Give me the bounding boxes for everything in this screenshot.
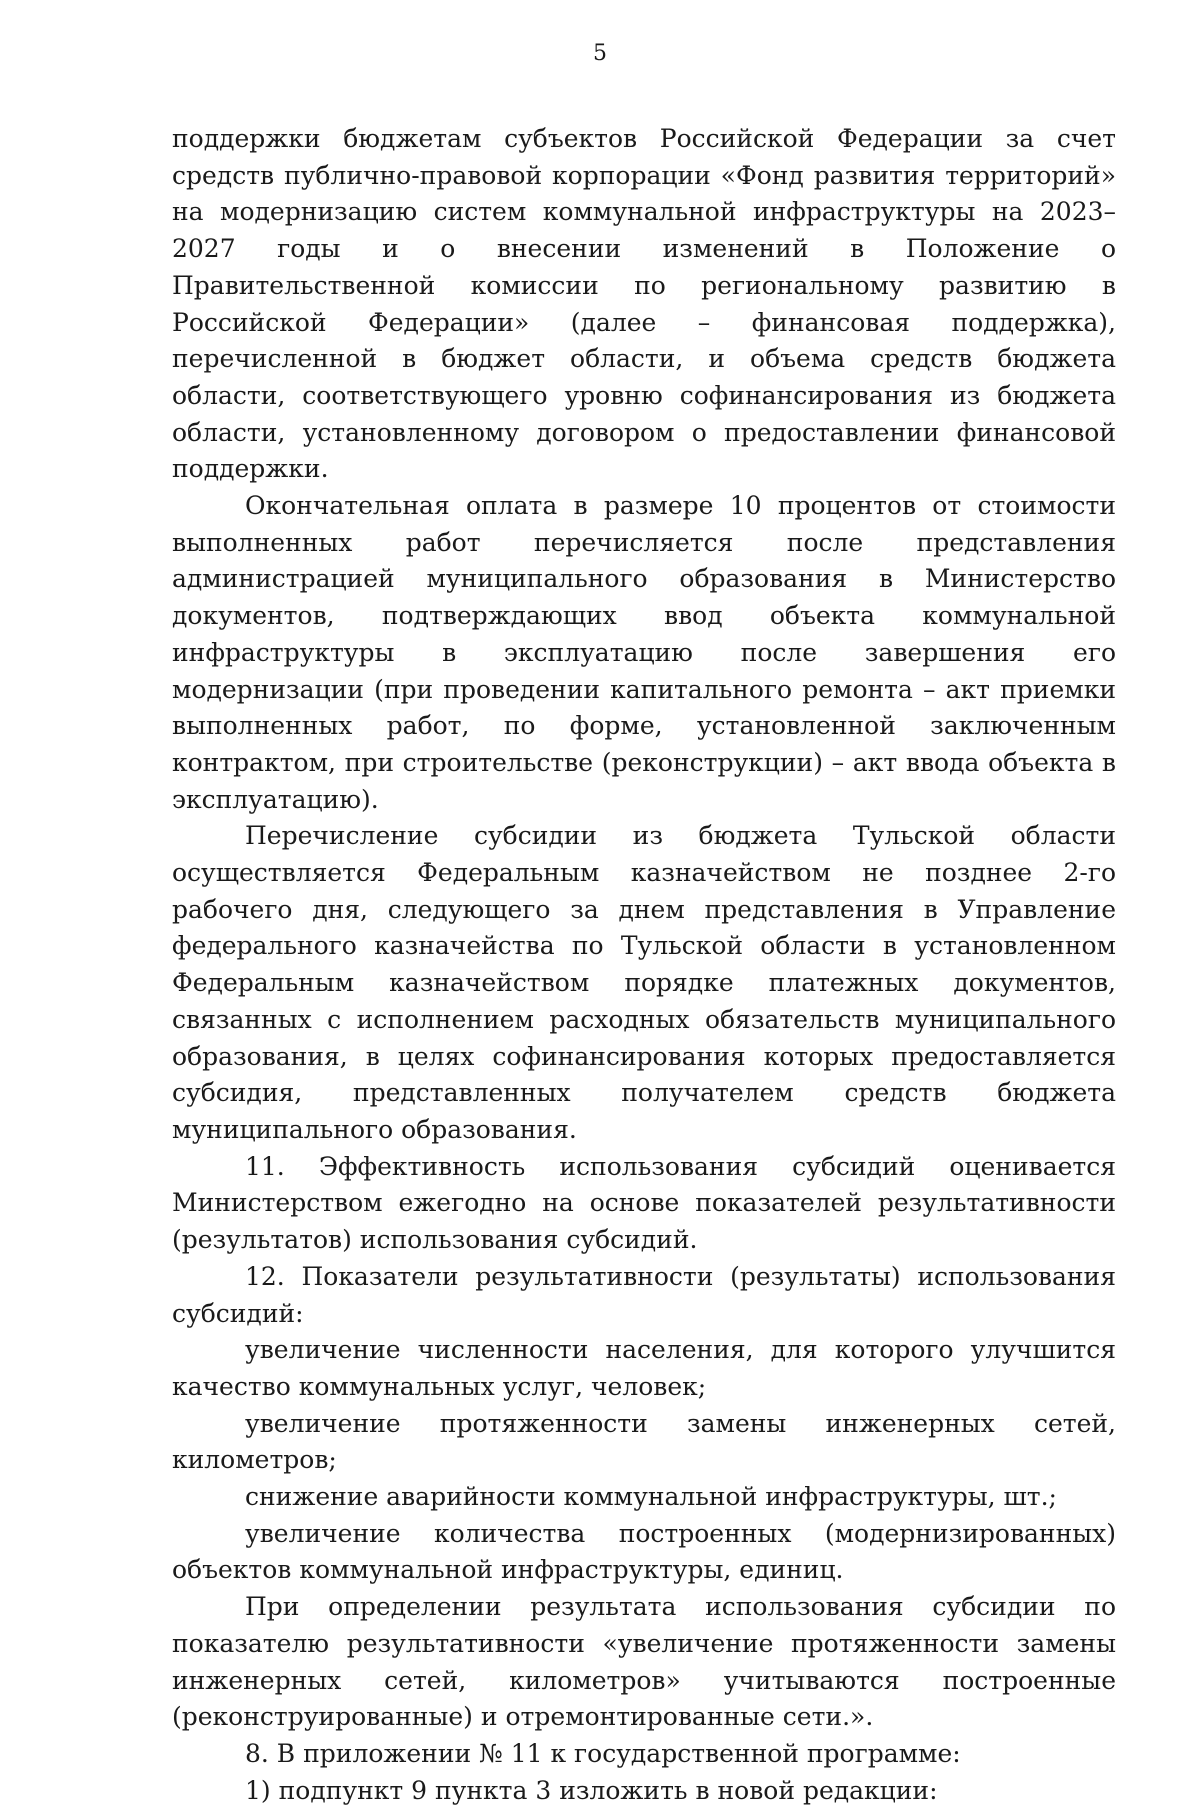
indicator-facilities-count: увеличение количества построенных (модернизированных) объектов коммунальной инфраструктуры, единиц. [172,1518,1116,1585]
paragraph-item-8-appendix: 8. В приложении № 11 к государственной программе: [245,1738,961,1768]
indicator-network-length: увеличение протяженности замены инженерных сетей, километров; [172,1408,1116,1475]
paragraph-final-payment: Окончательная оплата в размере 10 процентов от стоимости выполненных работ перечисляется после представления администрацией муниципального образования в Министерство документов, подтверждающих ввод объекта коммунальной инфраструктуры в эксплуатацию после завершения его модернизации (при проведении капитального ремонта – акт приемки выполненных работ, по форме, установленной заключенным контрактом, при строительстве (реконструкции) – акт ввода объекта в эксплуатацию). [172,491,1116,814]
indicator-accident-rate: снижение аварийности коммунальной инфраструктуры, шт.; [245,1482,1057,1512]
paragraph-subitem-1: 1) подпункт 9 пункта 3 изложить в новой редакции: [245,1775,938,1805]
paragraph-result-determination: При определении результата использования субсидии по показателю результативности «увеличение протяженности замены инженерных сетей, километров» учитываются построенные (реконструированные) и отремонтированные сети.». [172,1592,1116,1732]
paragraph-item-11-efficiency: 11. Эффективность использования субсидий оценивается Министерством ежегодно на основе показателей результативности (результатов) использования субсидий. [172,1151,1116,1255]
page-number: 5 [593,41,607,66]
document-body [172,121,1116,1809]
paragraph-financial-support-continuation: поддержки бюджетам субъектов Российской Федерации за счет средств публично-правовой корпорации «Фонд развития территорий» на модернизацию систем коммунальной инфраструктуры на 2023–2027 годы и о внесении изменений в Положение о Правительственной комиссии по региональному развитию в Российской Федерации» (далее – финансовая поддержка), перечисленной в бюджет области, и объема средств бюджета области, соответствующего уровню софинансирования из бюджета области, установленному договором о предоставлении финансовой поддержки. [172,124,1116,484]
paragraph-subsidy-transfer: Перечисление субсидии из бюджета Тульской области осуществляется Федеральным казначейством не позднее 2-го рабочего дня, следующего за днем представления в Управление федерального казначейства по Тульской области в установленном Федеральным казначейством порядке платежных документов, связанных с исполнением расходных обязательств муниципального образования, в целях софинансирования которых предоставляется субсидия, представленных получателем средств бюджета муниципального образования. [172,821,1116,1144]
paragraph-item-12-indicators: 12. Показатели результативности (результаты) использования субсидий: [172,1261,1116,1328]
indicator-population: увеличение численности населения, для которого улучшится качество коммунальных услуг, человек; [172,1335,1116,1401]
